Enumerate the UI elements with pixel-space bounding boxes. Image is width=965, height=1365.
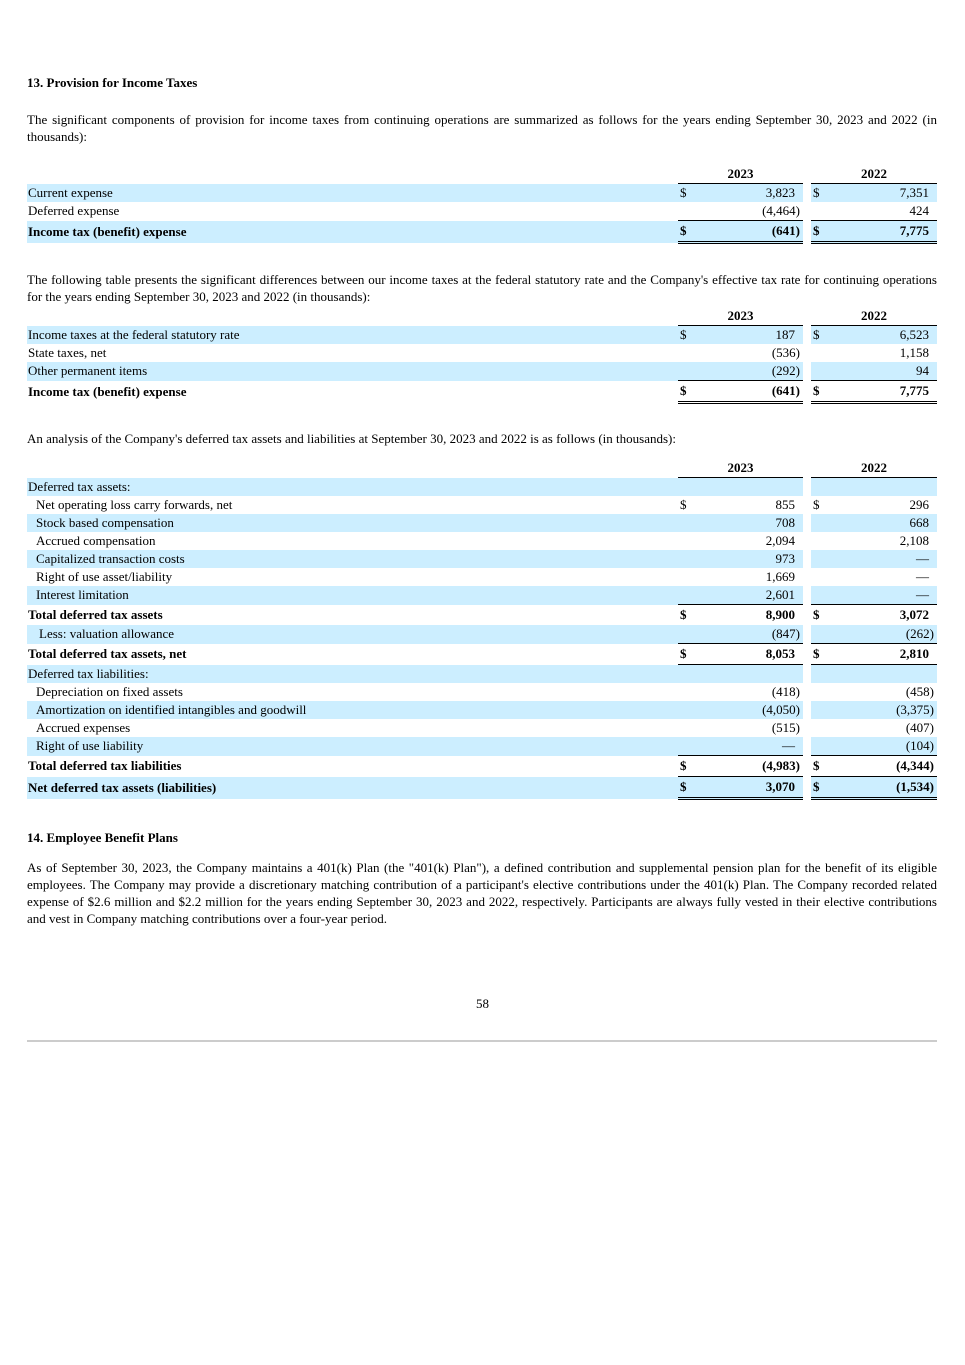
row-label: Total deferred tax assets, net bbox=[28, 646, 187, 661]
currency-symbol: $ bbox=[680, 223, 687, 238]
column-gap bbox=[803, 550, 811, 568]
value-wrap bbox=[678, 625, 803, 643]
currency-symbol: $ bbox=[680, 779, 687, 794]
value-wrap bbox=[678, 645, 803, 663]
value-cell bbox=[678, 496, 803, 514]
value-wrap bbox=[811, 606, 937, 624]
value-2023: 8,900 bbox=[765, 607, 795, 622]
value-2023: (515) bbox=[771, 720, 800, 735]
section-13-title: 13. Provision for Income Taxes bbox=[27, 75, 198, 90]
value-cell bbox=[811, 496, 937, 514]
value-2023: 855 bbox=[775, 497, 795, 512]
row-label: Right of use liability bbox=[27, 737, 678, 756]
value-2022: — bbox=[916, 587, 929, 602]
header-spacer bbox=[27, 459, 678, 478]
currency-symbol: $ bbox=[680, 327, 687, 342]
value-wrap bbox=[811, 778, 937, 796]
column-gap bbox=[803, 701, 811, 719]
currency-symbol: $ bbox=[813, 327, 820, 342]
value-cell bbox=[678, 221, 803, 243]
value-2022: 7,351 bbox=[899, 185, 929, 200]
value-2022: (407) bbox=[905, 720, 934, 735]
value-cell bbox=[678, 514, 803, 532]
column-gap bbox=[803, 381, 811, 403]
value-2022: 424 bbox=[909, 203, 929, 218]
year-header: 2023 bbox=[678, 459, 803, 478]
value-cell bbox=[678, 532, 803, 550]
value-2023: (4,464) bbox=[762, 203, 800, 218]
value-cell bbox=[811, 532, 937, 550]
currency-symbol: $ bbox=[813, 223, 820, 238]
rate-reconciliation-intro: The following table presents the significant differences between our income taxes at the federal statutory rate and the Company's effective tax rate for continuing operations for the years ending September 30, 2023 and 2022 (in thousands): bbox=[27, 272, 937, 304]
table-row bbox=[27, 756, 937, 777]
column-gap bbox=[803, 184, 811, 203]
value-wrap bbox=[678, 382, 803, 400]
row-label: Depreciation on fixed assets bbox=[36, 684, 183, 699]
value-2023: 973 bbox=[775, 551, 795, 566]
currency-symbol: $ bbox=[680, 646, 687, 661]
value-cell bbox=[678, 586, 803, 605]
column-gap bbox=[803, 756, 811, 777]
header-row bbox=[27, 165, 937, 184]
value-2022: 1,158 bbox=[899, 345, 929, 360]
section-14-body: As of September 30, 2023, the Company maintains a 401(k) Plan (the "401(k) Plan"), a defined contribution and supplemental pension plan for the benefit of its eligible employees. The Company may provide a discretionary matching contribution of a participant's elective contributions under the 401(k) Plan. The Company recorded related expense of $2.6 million and $2.2 million for the years ending September 30, 2023 and 2022, respectively. Participants are always fully vested in their elective contributions and vest in Company matching contributions over a four-year period. bbox=[27, 860, 937, 926]
row-label: Accrued compensation bbox=[36, 533, 156, 548]
value-2022: (262) bbox=[905, 626, 934, 641]
value-wrap bbox=[811, 719, 937, 737]
column-gap bbox=[803, 202, 811, 221]
row-label: Less: valuation allowance bbox=[27, 625, 678, 644]
page-number: 58 bbox=[476, 996, 489, 1011]
value-wrap bbox=[678, 719, 803, 737]
value-wrap bbox=[811, 514, 937, 532]
value-cell bbox=[678, 756, 803, 777]
column-gap bbox=[803, 514, 811, 532]
value-2023: — bbox=[782, 738, 795, 753]
value-wrap bbox=[811, 326, 937, 344]
value-wrap bbox=[811, 550, 937, 568]
table-row bbox=[27, 737, 937, 756]
row-label: Stock based compensation bbox=[27, 514, 678, 532]
row-label: Deferred expense bbox=[28, 203, 120, 219]
value-cell bbox=[678, 683, 803, 701]
value-wrap bbox=[811, 532, 937, 550]
row-label: Total deferred tax assets bbox=[28, 606, 163, 622]
value-wrap bbox=[678, 496, 803, 514]
currency-symbol: $ bbox=[813, 383, 820, 398]
table-row bbox=[27, 344, 937, 362]
value-cell bbox=[678, 737, 803, 756]
data-table bbox=[27, 459, 937, 800]
value-cell bbox=[678, 568, 803, 586]
rate-reconciliation-table bbox=[27, 307, 937, 404]
column-gap bbox=[803, 777, 811, 799]
value-cell bbox=[811, 756, 937, 777]
value-wrap bbox=[811, 757, 937, 775]
column-gap bbox=[803, 586, 811, 605]
value-2023: (641) bbox=[771, 223, 800, 238]
deferred-tax-table bbox=[27, 459, 937, 800]
currency-symbol: $ bbox=[680, 497, 687, 512]
table-row bbox=[27, 683, 937, 701]
column-gap bbox=[803, 719, 811, 737]
value-2022: (3,375) bbox=[896, 702, 934, 717]
value-2023: 3,823 bbox=[765, 185, 795, 200]
value-wrap bbox=[678, 326, 803, 344]
value-2022: (1,534) bbox=[896, 779, 934, 794]
value-wrap bbox=[678, 550, 803, 568]
column-gap bbox=[803, 459, 811, 478]
column-gap bbox=[803, 625, 811, 644]
table-row bbox=[27, 586, 937, 605]
section-13-intro: The significant components of provision for income taxes from continuing operations are summarized as follows for the years ending September 30, 2023 and 2022 (in thousands): bbox=[27, 112, 937, 144]
row-label: Current expense bbox=[27, 184, 678, 203]
value-cell bbox=[811, 202, 937, 221]
value-2023: (847) bbox=[771, 626, 800, 641]
currency-symbol: $ bbox=[813, 779, 820, 794]
value-cell bbox=[678, 665, 803, 684]
value-2022: 3,072 bbox=[899, 607, 929, 622]
value-cell bbox=[811, 777, 937, 799]
column-gap bbox=[803, 683, 811, 701]
currency-symbol: $ bbox=[813, 497, 820, 512]
value-cell bbox=[811, 683, 937, 701]
year-header: 2022 bbox=[811, 459, 937, 478]
table-row bbox=[27, 221, 937, 243]
section-14-title: 14. Employee Benefit Plans bbox=[27, 830, 178, 845]
value-wrap bbox=[678, 701, 803, 719]
row-label: Accrued expenses bbox=[36, 720, 131, 735]
value-wrap bbox=[811, 683, 937, 701]
data-table bbox=[27, 307, 937, 404]
value-cell bbox=[811, 381, 937, 403]
value-cell bbox=[678, 550, 803, 568]
value-cell bbox=[811, 665, 937, 684]
value-cell bbox=[678, 625, 803, 644]
row-label: Amortization on identified intangibles and goodwill bbox=[27, 701, 678, 719]
column-gap bbox=[803, 496, 811, 514]
value-wrap bbox=[811, 202, 937, 220]
value-cell bbox=[811, 719, 937, 737]
currency-symbol: $ bbox=[680, 758, 687, 773]
value-2023: (4,050) bbox=[762, 702, 800, 717]
value-2023: 1,669 bbox=[765, 569, 795, 584]
value-wrap bbox=[811, 568, 937, 586]
value-2023: (536) bbox=[771, 345, 800, 360]
value-2022: 668 bbox=[909, 515, 929, 530]
table-row bbox=[27, 532, 937, 550]
table-row bbox=[27, 701, 937, 719]
value-wrap bbox=[678, 362, 803, 380]
currency-symbol: $ bbox=[680, 185, 687, 200]
value-wrap bbox=[811, 645, 937, 663]
value-2023: 8,053 bbox=[765, 646, 795, 661]
value-wrap bbox=[678, 568, 803, 586]
value-cell bbox=[678, 381, 803, 403]
currency-symbol: $ bbox=[813, 607, 820, 622]
value-cell bbox=[678, 644, 803, 665]
table-row bbox=[27, 605, 937, 626]
value-cell bbox=[678, 478, 803, 497]
value-2022: 2,108 bbox=[899, 533, 929, 548]
value-wrap bbox=[811, 586, 937, 604]
value-2022: 7,775 bbox=[899, 223, 929, 238]
currency-symbol: $ bbox=[680, 607, 687, 622]
value-cell bbox=[678, 344, 803, 362]
value-cell bbox=[811, 514, 937, 532]
value-2023: (641) bbox=[771, 383, 800, 398]
value-cell bbox=[678, 605, 803, 626]
value-2022: 6,523 bbox=[899, 327, 929, 342]
value-2022: 7,775 bbox=[899, 383, 929, 398]
value-2023: 2,094 bbox=[765, 533, 795, 548]
value-wrap bbox=[678, 778, 803, 796]
column-gap bbox=[803, 532, 811, 550]
table-row bbox=[27, 496, 937, 514]
row-label: Interest limitation bbox=[27, 586, 678, 605]
value-wrap bbox=[811, 344, 937, 362]
column-gap bbox=[803, 605, 811, 626]
value-wrap bbox=[811, 625, 937, 643]
value-wrap bbox=[678, 532, 803, 550]
row-label: Deferred tax liabilities: bbox=[27, 665, 678, 684]
value-2022: (458) bbox=[905, 684, 934, 699]
value-2023: 2,601 bbox=[765, 587, 795, 602]
header-row bbox=[27, 307, 937, 326]
header-row bbox=[27, 459, 937, 478]
value-wrap bbox=[678, 184, 803, 202]
value-wrap bbox=[678, 344, 803, 362]
value-cell bbox=[811, 362, 937, 381]
table-row bbox=[27, 362, 937, 381]
table-row bbox=[27, 568, 937, 586]
value-cell bbox=[678, 701, 803, 719]
currency-symbol: $ bbox=[813, 758, 820, 773]
header-spacer bbox=[27, 165, 678, 184]
value-cell bbox=[811, 478, 937, 497]
table-row bbox=[27, 202, 937, 221]
value-wrap bbox=[811, 362, 937, 380]
column-gap bbox=[803, 737, 811, 756]
value-cell bbox=[811, 344, 937, 362]
value-2022: (4,344) bbox=[896, 758, 934, 773]
value-2023: (292) bbox=[771, 363, 800, 378]
value-2022: — bbox=[916, 569, 929, 584]
value-wrap bbox=[678, 202, 803, 220]
currency-symbol: $ bbox=[680, 383, 687, 398]
row-label: Net operating loss carry forwards, net bbox=[36, 497, 233, 512]
column-gap bbox=[803, 478, 811, 497]
column-gap bbox=[803, 568, 811, 586]
table-row bbox=[27, 644, 937, 665]
value-wrap bbox=[678, 757, 803, 775]
value-wrap bbox=[678, 586, 803, 604]
value-2023: (418) bbox=[771, 684, 800, 699]
value-wrap bbox=[811, 184, 937, 202]
value-wrap bbox=[678, 222, 803, 240]
value-wrap bbox=[678, 514, 803, 532]
column-gap bbox=[803, 362, 811, 381]
row-label: Deferred tax assets: bbox=[27, 478, 678, 497]
row-label: Net deferred tax assets (liabilities) bbox=[27, 777, 678, 799]
value-cell bbox=[678, 719, 803, 737]
value-cell bbox=[678, 777, 803, 799]
table-row bbox=[27, 665, 937, 684]
value-2022: 296 bbox=[909, 497, 929, 512]
deferred-tax-intro: An analysis of the Company's deferred tax assets and liabilities at September 30, 2023 and 2022 is as follows (in thousands): bbox=[27, 431, 676, 446]
row-label: Capitalized transaction costs bbox=[27, 550, 678, 568]
value-wrap bbox=[811, 701, 937, 719]
row-label: Income tax (benefit) expense bbox=[27, 221, 678, 243]
value-cell bbox=[678, 184, 803, 203]
value-wrap bbox=[678, 606, 803, 624]
value-wrap bbox=[811, 222, 937, 240]
table-row bbox=[27, 326, 937, 345]
value-cell bbox=[678, 362, 803, 381]
table-row bbox=[27, 719, 937, 737]
value-cell bbox=[811, 184, 937, 203]
value-cell bbox=[811, 568, 937, 586]
value-cell bbox=[811, 326, 937, 345]
column-gap bbox=[803, 307, 811, 326]
table-row bbox=[27, 514, 937, 532]
currency-symbol: $ bbox=[813, 185, 820, 200]
value-cell bbox=[811, 625, 937, 644]
value-cell bbox=[811, 221, 937, 243]
table-row bbox=[27, 777, 937, 799]
value-cell bbox=[811, 737, 937, 756]
value-cell bbox=[678, 326, 803, 345]
value-2023: 3,070 bbox=[765, 779, 795, 794]
year-header: 2023 bbox=[678, 307, 803, 326]
value-2023: 187 bbox=[775, 327, 795, 342]
value-wrap bbox=[811, 496, 937, 514]
income-tax-components-table bbox=[27, 165, 937, 244]
header-spacer bbox=[27, 307, 678, 326]
value-cell bbox=[811, 701, 937, 719]
footer-divider bbox=[27, 1040, 937, 1042]
table-row bbox=[27, 478, 937, 497]
year-header: 2022 bbox=[811, 165, 937, 184]
value-2023: (4,983) bbox=[762, 758, 800, 773]
row-label: Income taxes at the federal statutory rate bbox=[27, 326, 678, 345]
value-wrap bbox=[811, 382, 937, 400]
value-wrap bbox=[678, 737, 803, 755]
row-label: Total deferred tax liabilities bbox=[28, 758, 182, 773]
value-wrap bbox=[811, 737, 937, 755]
row-label: Income tax (benefit) expense bbox=[28, 383, 187, 399]
data-table bbox=[27, 165, 937, 244]
value-2022: (104) bbox=[905, 738, 934, 753]
column-gap bbox=[803, 344, 811, 362]
value-cell bbox=[811, 586, 937, 605]
table-row bbox=[27, 625, 937, 644]
table-row bbox=[27, 550, 937, 568]
year-header: 2023 bbox=[678, 165, 803, 184]
value-cell bbox=[811, 605, 937, 626]
value-cell bbox=[678, 202, 803, 221]
value-cell bbox=[811, 644, 937, 665]
row-label: Other permanent items bbox=[27, 362, 678, 381]
table-row bbox=[27, 184, 937, 203]
column-gap bbox=[803, 221, 811, 243]
value-2022: 94 bbox=[916, 363, 929, 378]
value-wrap bbox=[678, 683, 803, 701]
year-header: 2022 bbox=[811, 307, 937, 326]
column-gap bbox=[803, 644, 811, 665]
value-2022: — bbox=[916, 551, 929, 566]
column-gap bbox=[803, 165, 811, 184]
value-2023: 708 bbox=[775, 515, 795, 530]
value-cell bbox=[811, 550, 937, 568]
value-2022: 2,810 bbox=[899, 646, 929, 661]
currency-symbol: $ bbox=[813, 646, 820, 661]
column-gap bbox=[803, 665, 811, 684]
table-row bbox=[27, 381, 937, 403]
row-label: State taxes, net bbox=[28, 345, 107, 360]
column-gap bbox=[803, 326, 811, 345]
row-label: Right of use asset/liability bbox=[36, 569, 173, 584]
